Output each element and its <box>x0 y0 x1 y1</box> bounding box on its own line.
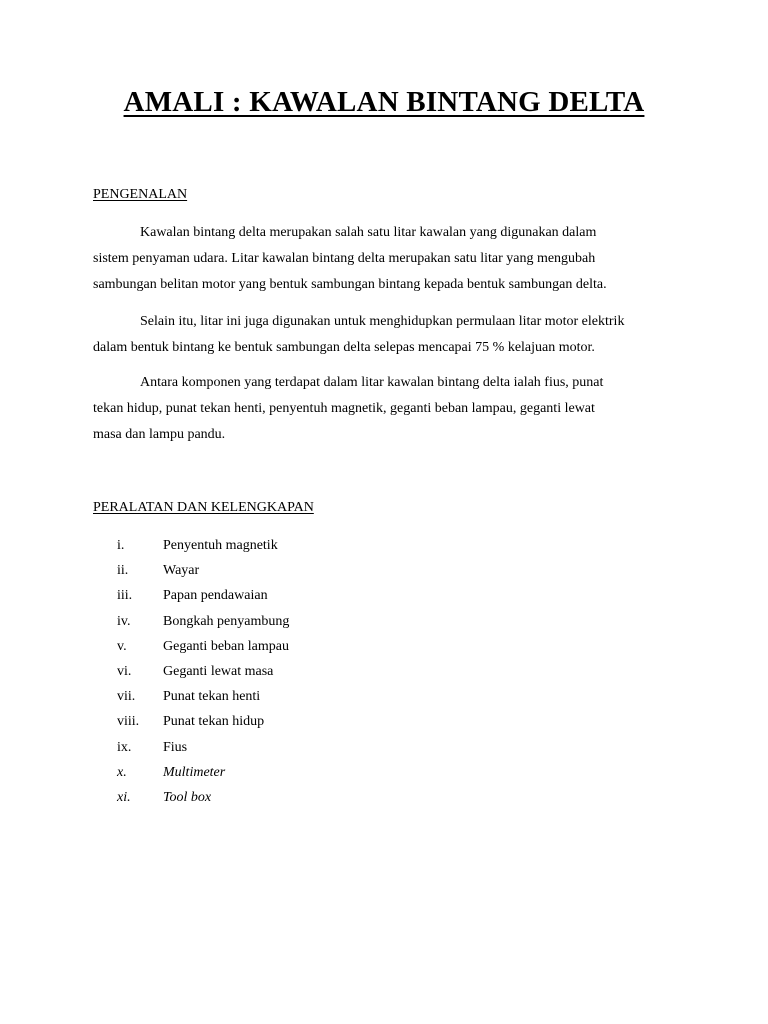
paragraph-line: masa dan lampu pandu. <box>93 427 226 442</box>
list-item-number: ii. <box>117 563 129 579</box>
list-item <box>0 609 500 634</box>
paragraph-line: Selain itu, litar ini juga digunakan untuk menghidupkan permulaan litar motor elektrik <box>140 314 625 329</box>
list-item-label: Papan pendawaian <box>163 588 268 604</box>
list-item <box>0 533 500 558</box>
list-item <box>0 558 500 583</box>
section-heading-peralatan: PERALATAN DAN KELENGKAPAN <box>93 500 314 515</box>
list-item <box>0 634 500 659</box>
paragraph-line: tekan hidup, punat tekan henti, penyentuh magnetik, geganti beban lampau, geganti lewat <box>93 401 595 416</box>
paragraph-line: sistem penyaman udara. Litar kawalan bintang delta merupakan satu litar yang mengubah <box>93 251 596 266</box>
list-item-number: vii. <box>117 689 136 705</box>
list-item-number: x. <box>117 764 127 780</box>
list-item-label: Tool box <box>163 789 212 805</box>
list-item-number: viii. <box>117 714 140 730</box>
list-item-number: iii. <box>117 588 133 604</box>
list-item-label: Geganti beban lampau <box>163 638 289 654</box>
list-item-label: Punat tekan hidup <box>163 714 265 730</box>
paragraph-line: sambungan belitan motor yang bentuk sambungan bintang kepada bentuk sambungan delta. <box>93 277 607 292</box>
list-item-label: Penyentuh magnetik <box>163 538 278 553</box>
list-item <box>0 709 500 734</box>
list-item-label: Wayar <box>163 563 200 579</box>
list-item-number: vi. <box>117 663 132 679</box>
list-item <box>0 735 500 760</box>
intro-paragraph-3 <box>93 370 693 448</box>
intro-paragraph-1 <box>93 220 693 298</box>
list-item <box>0 583 500 608</box>
list-item-number: v. <box>117 638 127 654</box>
list-item <box>0 684 500 709</box>
list-item-label: Fius <box>163 739 188 755</box>
list-item-number: ix. <box>117 739 132 755</box>
list-item-label: Bongkah penyambung <box>163 613 290 629</box>
list-item-number: iv. <box>117 613 131 629</box>
list-item-number: i. <box>117 538 125 553</box>
paragraph-line: dalam bentuk bintang ke bentuk sambungan delta selepas mencapai 75 % kelajuan motor. <box>93 340 595 355</box>
list-item <box>0 760 500 785</box>
list-item-label: Geganti lewat masa <box>163 663 274 679</box>
list-item-number: xi. <box>117 789 131 805</box>
equipment-list <box>0 533 500 810</box>
list-item-label: Multimeter <box>163 764 226 780</box>
list-item <box>0 659 500 684</box>
intro-paragraph-2 <box>93 309 693 361</box>
list-item-label: Punat tekan henti <box>163 689 261 705</box>
document-title: AMALI : KAWALAN BINTANG DELTA <box>123 86 645 118</box>
section-heading-pengenalan: PENGENALAN <box>93 187 188 202</box>
paragraph-line: Antara komponen yang terdapat dalam litar kawalan bintang delta ialah fius, punat <box>140 375 604 390</box>
list-item <box>0 785 500 810</box>
paragraph-line: Kawalan bintang delta merupakan salah satu litar kawalan yang digunakan dalam <box>140 225 597 240</box>
